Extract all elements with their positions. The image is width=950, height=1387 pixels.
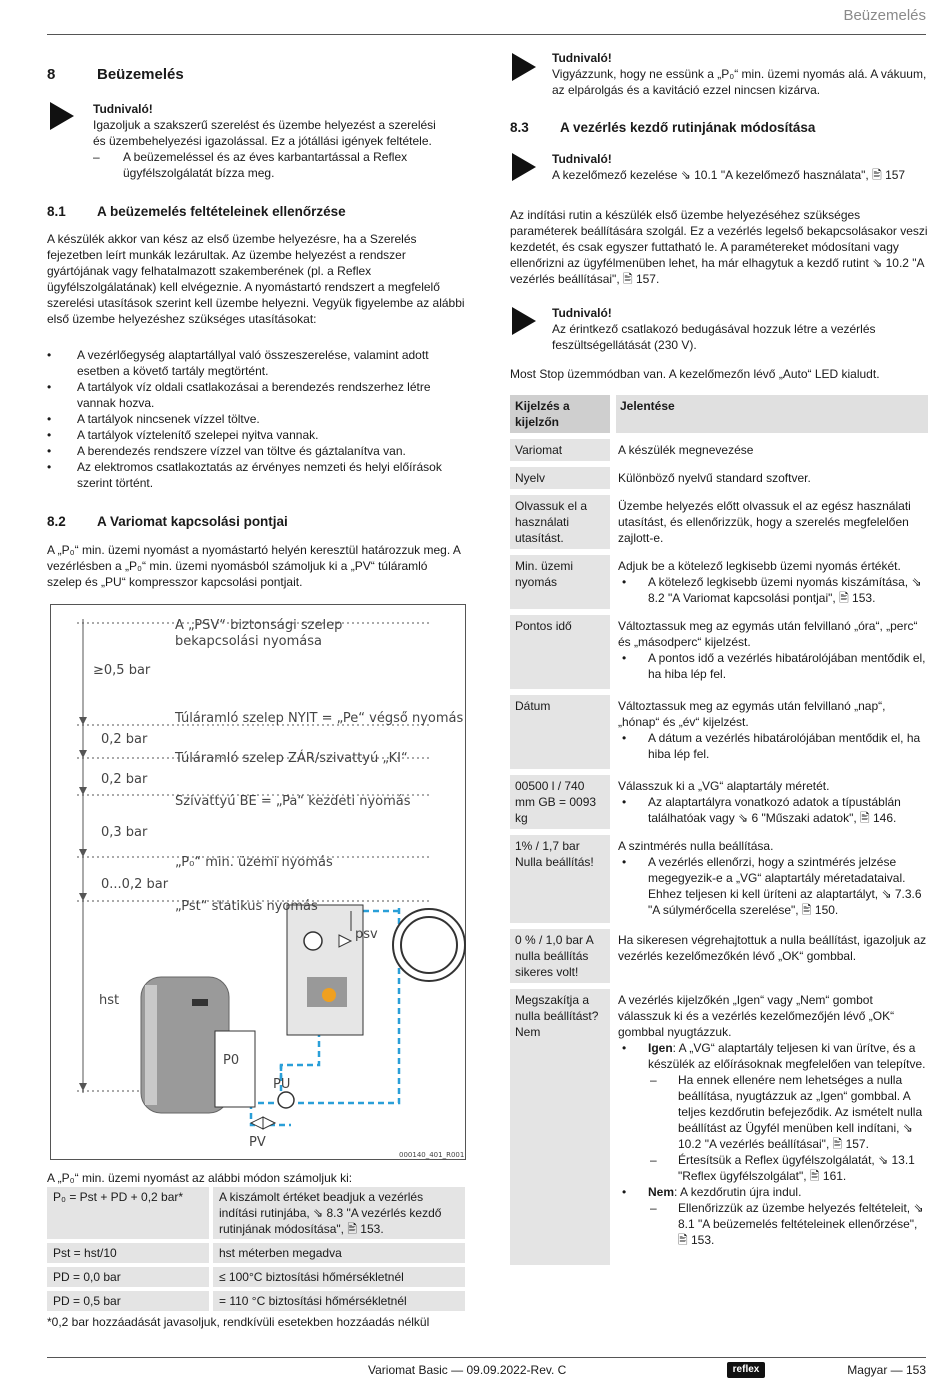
- reflex-logo: reflex: [727, 1362, 765, 1378]
- list-item: • Az elektromos csatlakoztatás az érvényes nemzeti és helyi előírások szerint történt.: [47, 459, 465, 491]
- dim-label: 0,2 bar: [101, 732, 148, 747]
- dim-label: 0,3 bar: [101, 825, 148, 840]
- note-arrow-icon: [50, 102, 74, 130]
- section-8-3-paragraph: Az indítási rutin a készülék első üzembe helyezéséhez szükséges paraméterek beállítására szolgál. Ez a vezérlés legelső bekapcsolásakor veszi kezdetét, és csak egyszer futtatható le. A paramétereket módosítani vagy ellenőrizni az ügyfélmenüben lehet, ha már elhagytuk a kezdő rutint ⇘ 10.2 "A vezérlés beállításai", 🖹 157.: [510, 208, 928, 286]
- section-8-1-heading: 8.1 A beüzemelés feltételeinek ellenőrzése: [47, 204, 346, 219]
- display-table: [510, 395, 928, 1271]
- footer-document: Variomat Basic — 09.09.2022-Rev. C: [368, 1363, 567, 1377]
- stop-mode-paragraph: Most Stop üzemmódban van. A kezelőmezőn lévő „Auto“ LED kialudt.: [510, 367, 880, 381]
- dim-label: 0...0,2 bar: [101, 877, 169, 892]
- footer-rule: [47, 1357, 926, 1358]
- note-box: Tudnivaló! Vigyázzunk, hogy ne essünk a „P₀“ min. üzemi nyomás alá. A vákuum, az elpárolgás és a kavitáció ezzel nincsen kizárva.: [552, 51, 927, 97]
- pst-label: „Pst“ statikus nyomás: [175, 899, 318, 914]
- note-box: Tudnivaló! Az érintkező csatlakozó bedugásával hozzuk létre a vezérlés feszültségellátását (230 V).: [552, 306, 876, 352]
- list-item: • A tartályok víz oldali csatlakozásai a berendezés rendszerhez létre vannak hozva.: [47, 379, 465, 411]
- dim-label: 0,2 bar: [101, 772, 148, 787]
- pe-label: Túláramló szelep NYIT = „Pe“ végső nyomás: [175, 711, 464, 726]
- psv-pressure-label: A „PSV“ biztonsági szelep: [175, 618, 343, 633]
- table-row: PD = 0,5 bar = 110 °C biztosítási hőmérsékletnél: [47, 1291, 465, 1311]
- section-8-heading: 8 Beüzemelés: [47, 66, 184, 83]
- table-row: 00500 l / 740 mm GB = 0093 kg Válasszuk ki a „VG“ alaptartály méretét. • Az alaptartályra vonatkozó adatok a típustáblán találhatóak vagy ⇘ 6 "Műszaki adatok", 🖹 146.: [510, 775, 928, 829]
- ki-label: Túláramló szelep ZÁR/szivattyú „KI“: [175, 751, 408, 766]
- note-box: Tudnivaló! A kezelőmező kezelése ⇘ 10.1 "A kezelőmező használata", 🖹 157: [552, 152, 906, 182]
- table-row: Pst = hst/10 hst méterben megadva: [47, 1243, 465, 1263]
- dim-label: ≥0,5 bar: [93, 663, 151, 678]
- table-row: PD = 0,0 bar ≤ 100°C biztosítási hőmérsékletnél: [47, 1267, 465, 1287]
- figure-code: 000140_401_R001: [399, 1151, 465, 1159]
- running-header: Beüzemelés: [843, 7, 926, 24]
- section-8-2-heading: 8.2 A Variomat kapcsolási pontjai: [47, 514, 288, 529]
- psv-tag: psv: [355, 927, 378, 942]
- note-arrow-icon: [512, 53, 536, 81]
- hst-tag: hst: [99, 993, 120, 1008]
- section-8-1-paragraph: A készülék akkor van kész az első üzembe helyezésre, ha a Szerelés fejezetben leírt munkák lezárultak. Az üzembe helyezést a rendszer gyártójának vagy felhatalmazott szakemberének (pl. a Reflex ügyfélszolgálatának) kell elvégeznie. A nyomástartó rendszert a megfelelő szerelési utasítások szerint kell üzembe helyezni. Vegyük figyelembe az alábbi első üzembe helyezéshez szükséges utasításokat:: [47, 232, 465, 326]
- table-row: Pontos idő Változtassuk meg az egymás után felvillanó „óra“, „perc“ és „másodperc“ kijelzést. • A pontos idő a vezérlés hibatárolójában mentődik el, ha hiba lép fel.: [510, 615, 928, 689]
- list-item: • A berendezés rendszere vízzel van töltve és gáztalanítva van.: [47, 443, 465, 459]
- table-row: Dátum Változtassuk meg az egymás után felvillanó „nap“, „hónap“ és „év“ kijelzést. • A dátum a vezérlés hibatárolójában mentődik el, ha hiba lép fel.: [510, 695, 928, 769]
- header-rule: [47, 34, 926, 35]
- table-row: 0 % / 1,0 bar A nulla beállítás sikeres volt! Ha sikeresen végrehajtottuk a nulla beállítást, igazoljuk az vezérlés kezelőmezőkén lévő „OK“ gombbal.: [510, 929, 928, 983]
- pu-tag: PU: [273, 1077, 291, 1092]
- p0-tag: P0: [223, 1053, 240, 1068]
- prerequisites-list: [47, 347, 465, 491]
- list-item: • A vezérlőegység alaptartállyal való összeszerelése, valamint adott esetben a követő tartály megtörtént.: [47, 347, 465, 379]
- note-box: Tudnivaló! Igazoljuk a szakszerű szerelést és üzembe helyezést a szerelési és üzembehelyezési igazolással. Ez a jótállási igények feltétele. – A beüzemeléssel és az éves karbantartással a Reflex ügyfélszolgálatát bízza meg.: [93, 101, 438, 181]
- switching-points-diagram: [50, 604, 466, 1160]
- list-item: • A tartályok nincsenek vízzel töltve.: [47, 411, 465, 427]
- section-8-3-heading: 8.3 A vezérlés kezdő rutinjának módosítása: [510, 120, 816, 135]
- table-row: Min. üzemi nyomás Adjuk be a kötelező legkisebb üzemi nyomás értékét. • A kötelező legkisebb üzemi nyomás kiszámítása, ⇘ 8.2 "A Variomat kapcsolási pontjai", 🖹 153.: [510, 555, 928, 609]
- p0-label: „P₀“ min. üzemi nyomás: [175, 855, 333, 870]
- calc-footnote: *0,2 bar hozzáadását javasoljuk, rendkívüli esetekben hozzáadás nélkül: [47, 1315, 430, 1329]
- page-number: Magyar — 153: [847, 1363, 926, 1377]
- section-8-2-paragraph: A „P₀“ min. üzemi nyomást a nyomástartó helyén keresztül határozzuk meg. A vezérlésben a „P₀“ min. üzemi nyomásból számoljuk ki a „PV“ túláramló szelep és „PU“ kompresszor kapcsolási pontjait.: [47, 543, 461, 589]
- note-arrow-icon: [512, 153, 536, 181]
- pa-label: Szivattyú BE = „Pa“ kezdeti nyomás: [175, 794, 411, 809]
- note-arrow-icon: [512, 307, 536, 335]
- table-row: Megszakítja a nulla beállítást? Nem A vezérlés kijelzőkén „Igen“ vagy „Nem“ gombot válasszuk ki és a vezérlés kezelőmezőjén lévő „OK“ gombbal nyugtázzuk. • Igen: A „VG“ alaptartály teljesen ki van ürítve, és a készülék az előírásoknak megfelelően van telepítve. – Ha ennek ellenére nem lehetséges a nulla beállítása, nyugtázzuk az „Igen“ gombbal. A teljes kezdőrutin befejeződik. Az ismételt nulla beállítást az Ügyfél menüben kell indítani, ⇘ 10.2 "A vezérlés beállításai", 🖹 157. – Értesítsük a Reflex ügyfélszolgálatát, ⇘ 13.1 "Reflex ügyfélszolgálat", 🖹 161. • Nem: A kezdőrutin újra indul. – Ellenőrizzük az üzembe helyezés feltételeit, ⇘ 8.1 "A beüzemelés feltételeinek ellenőrzése", 🖹 153.: [510, 989, 928, 1265]
- list-item: • A tartályok víztelenítő szelepei nyitva vannak.: [47, 427, 465, 443]
- psv-pressure-label-2: bekapcsolási nyomása: [175, 634, 322, 649]
- table-row: 1% / 1,7 bar Nulla beállítás! A szintmérés nulla beállítása. • A vezérlés ellenőrzi, hogy a szintmérés jelzése megegyezik-e a „VG“ alaptartály méretadataival. Ehhez teljesen ki kell üríteni az alaptartályt, ⇘ 7.3.6 "A súlymérőcella szerelése", 🖹 150.: [510, 835, 928, 923]
- calc-table: [47, 1183, 465, 1315]
- table-row: P₀ = Pst + PD + 0,2 bar* A kiszámolt értéket beadjuk a vezérlés indítási rutinjába, ⇘ 8.3 "A vezérlés kezdő rutinjának módosítása", 🖹 153.: [47, 1187, 465, 1239]
- table-row: Nyelv Különböző nyelvű standard szoftver.: [510, 467, 928, 489]
- table-row: Olvassuk el a használati utasítást. Üzembe helyezés előtt olvassuk el az egész használati utasítást, és ellenőrizzük, hogy a szerelés megfelelően zajlott-e.: [510, 495, 928, 549]
- table-header-row: Kijelzés a kijelzőn Jelentése: [510, 395, 928, 433]
- pv-tag: PV: [249, 1135, 266, 1150]
- table-row: Variomat A készülék megnevezése: [510, 439, 928, 461]
- calc-intro: A „P₀“ min. üzemi nyomást az alábbi módon számoljuk ki:: [47, 1171, 353, 1185]
